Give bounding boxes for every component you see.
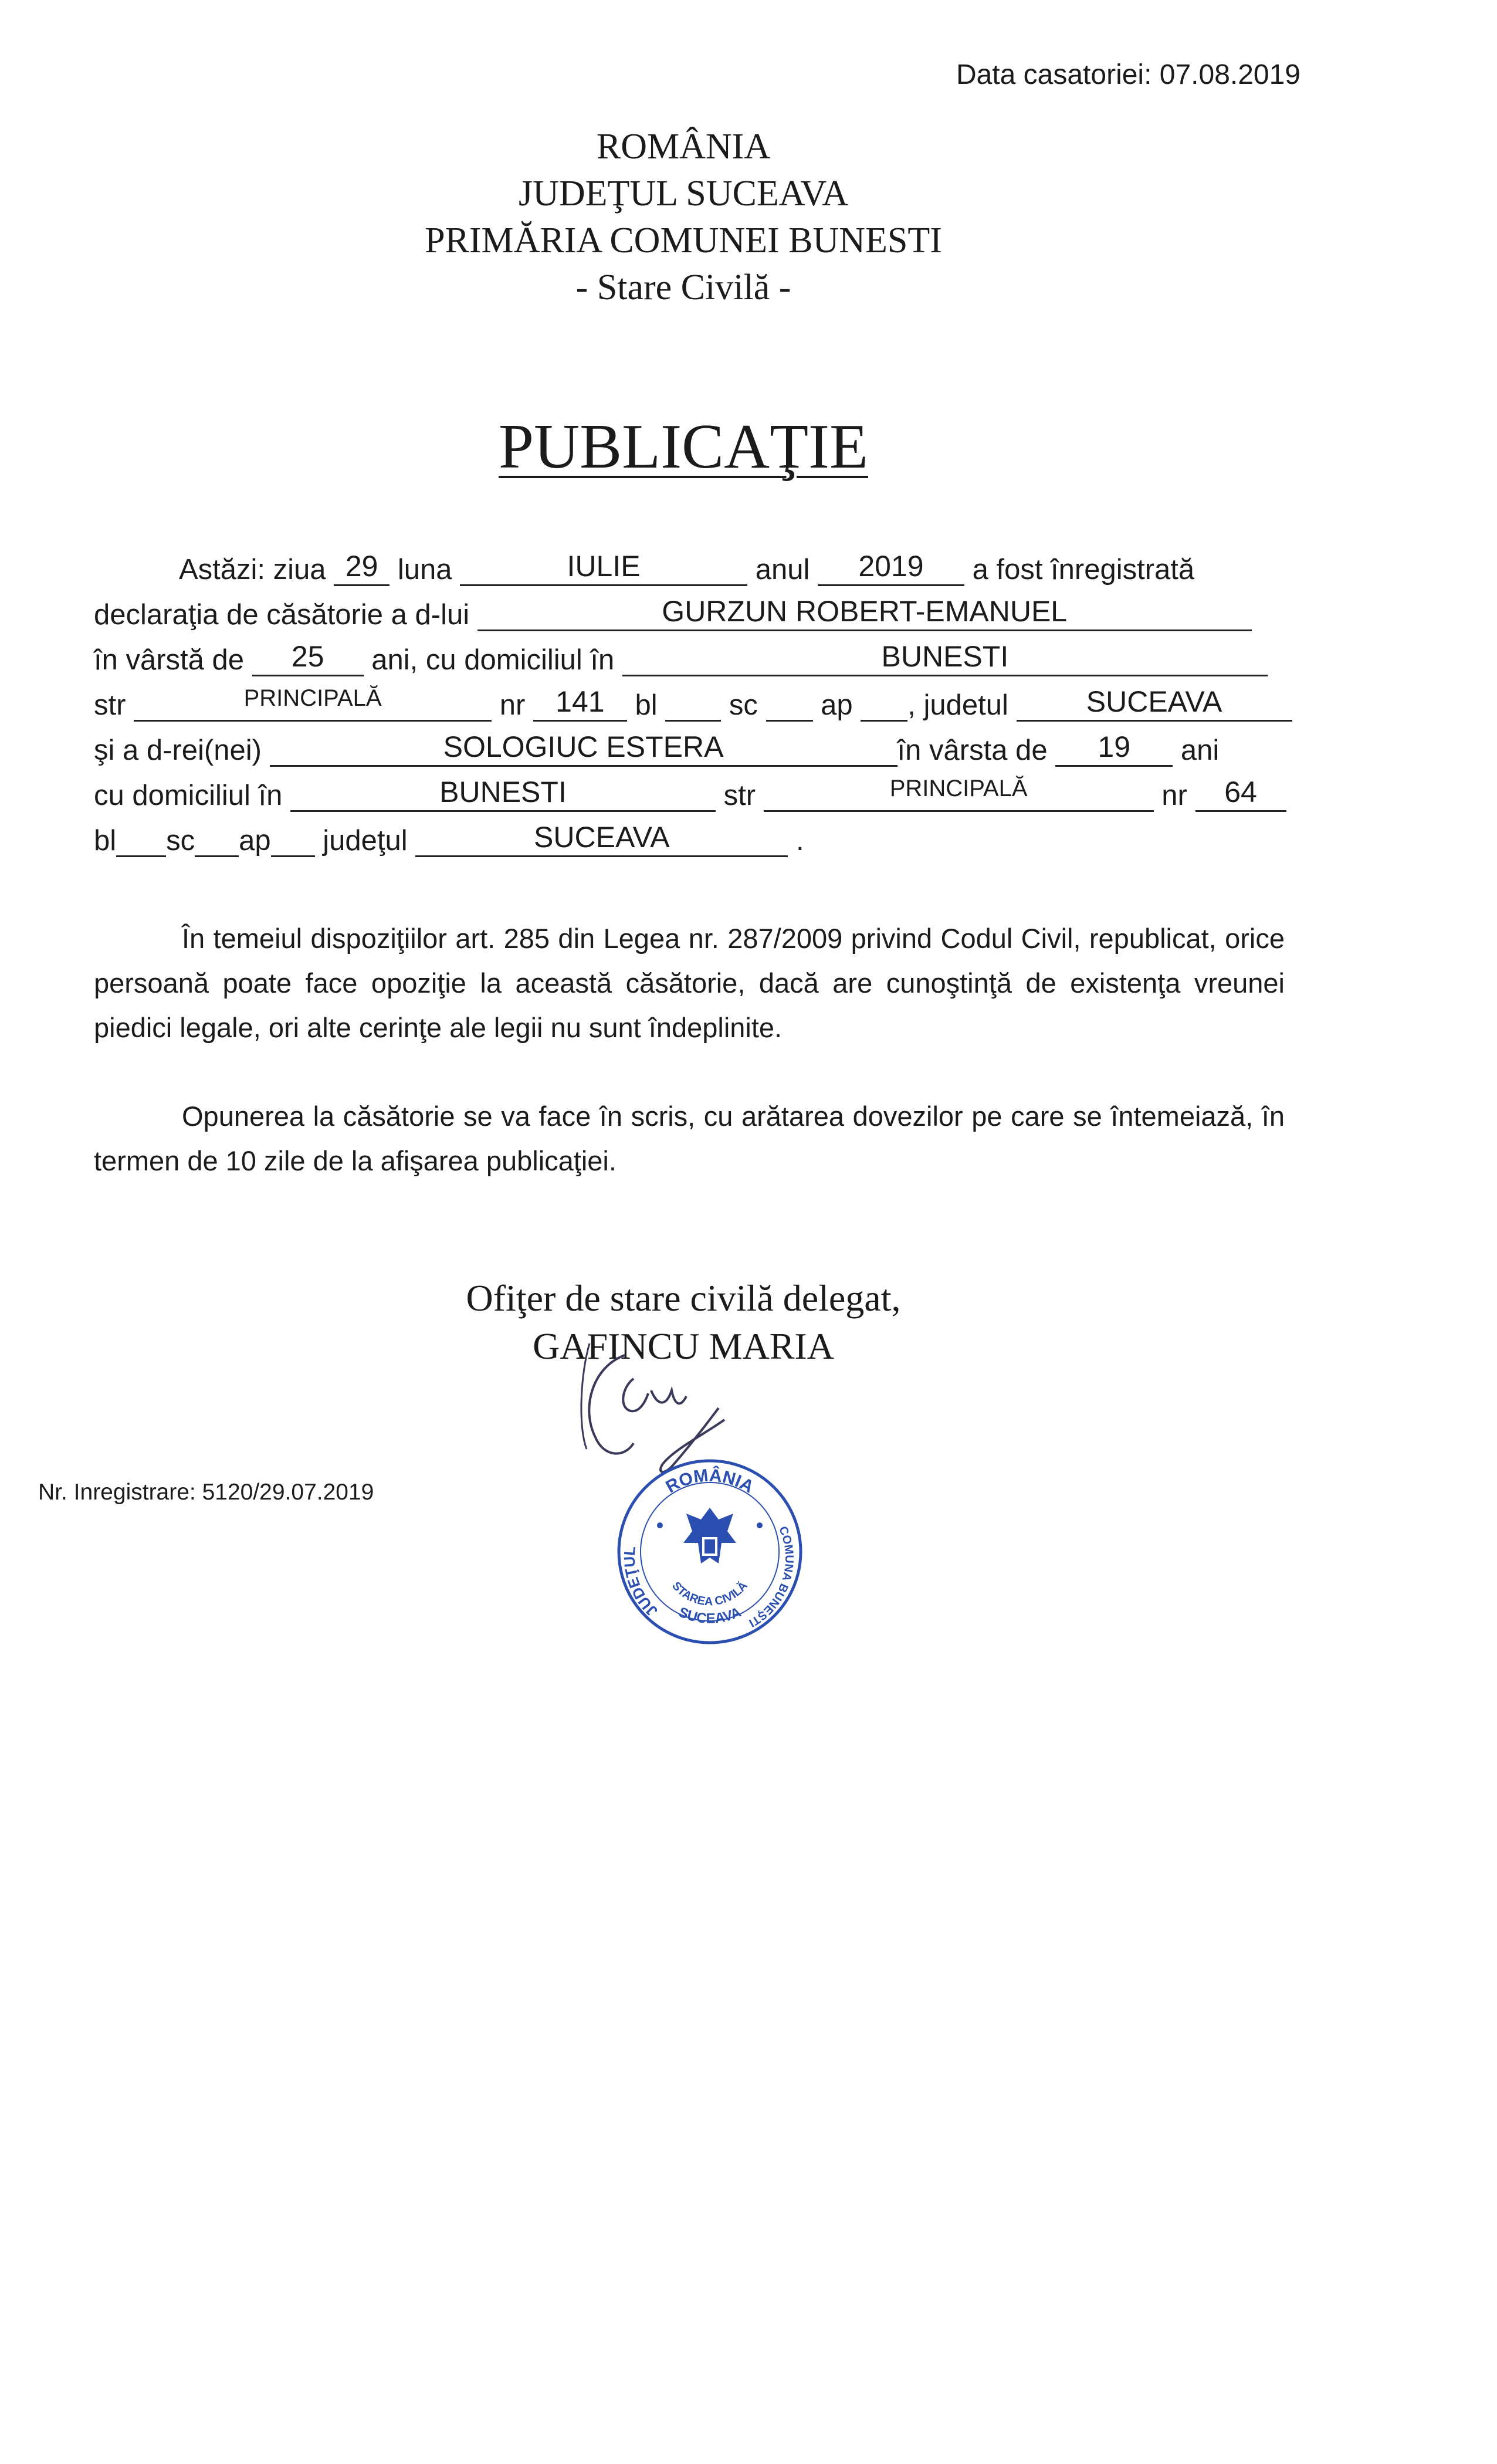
form-line-7 <box>94 823 804 857</box>
header-country: ROMÂNIA <box>596 127 771 167</box>
label-groom-age: în vârstă de <box>94 644 245 676</box>
officer-title: Ofiţer de stare civilă delegat, <box>466 1277 901 1319</box>
field-bride-block <box>116 823 166 857</box>
label-bride-domicile: cu domiciliul în <box>94 780 283 811</box>
field-groom-number: 141 <box>533 687 627 722</box>
svg-text:ROMÂNIA: ROMÂNIA <box>662 1465 757 1497</box>
field-bride-name: SOLOGIUC ESTERA <box>270 732 897 767</box>
label-bride-street: str <box>723 780 756 811</box>
label-bride-number: nr <box>1161 780 1187 811</box>
field-year: 2019 <box>818 551 964 586</box>
field-groom-name: GURZUN ROBERT-EMANUEL <box>477 597 1252 631</box>
field-bride-street: PRINCIPALĂ <box>764 777 1154 812</box>
field-groom-staircase <box>766 687 813 722</box>
label-bride: şi a d-rei(nei) <box>94 735 262 766</box>
legal-paragraph-2: Opunerea la căsătorie se va face în scris, cu arătarea dovezilor pe care se întemeiază, în termen de 10 zile de la afişarea publicaţiei. <box>94 1101 1285 1176</box>
form-line-6 <box>94 777 1286 812</box>
registration-number: Nr. Inregistrare: 5120/29.07.2019 <box>38 1480 374 1505</box>
officer-name: GAFINCU MARIA <box>533 1325 834 1367</box>
label-street: str <box>94 689 126 721</box>
label-apartment: ap <box>821 689 853 721</box>
label-year: anul <box>755 554 810 585</box>
label-number: nr <box>499 689 526 721</box>
label-bride-block: bl <box>94 825 117 857</box>
form-line-2 <box>94 597 1252 631</box>
field-groom-apartment <box>861 687 907 722</box>
label-block: bl <box>635 689 658 721</box>
svg-text:COMUNA BUNEŞTI: COMUNA BUNEŞTI <box>746 1524 796 1630</box>
header-town-hall: PRIMĂRIA COMUNEI BUNESTI <box>425 221 942 260</box>
label-bride-age: în vârsta de <box>897 735 1048 766</box>
field-groom-locality: BUNESTI <box>622 642 1268 676</box>
field-day: 29 <box>334 551 390 586</box>
marriage-date: Data casatoriei: 07.08.2019 <box>956 59 1300 90</box>
field-bride-number: 64 <box>1195 777 1286 812</box>
field-groom-age: 25 <box>252 642 364 676</box>
form-line-1 <box>179 551 1194 586</box>
label-years: ani <box>1180 735 1220 766</box>
form-line-4 <box>94 687 1292 722</box>
field-groom-block <box>665 687 721 722</box>
field-bride-apartment <box>271 823 315 857</box>
label-groom-domicile: ani, cu domiciliul în <box>371 644 615 676</box>
official-stamp-icon <box>613 1455 807 1649</box>
label-county: , judetul <box>907 689 1008 721</box>
field-bride-county: SUCEAVA <box>415 823 788 857</box>
field-bride-staircase <box>195 823 239 857</box>
field-bride-locality: BUNESTI <box>290 777 716 812</box>
label-bride-staircase: sc <box>166 825 195 857</box>
form-line-5 <box>94 732 1219 767</box>
label-staircase: sc <box>729 689 758 721</box>
svg-text:JUDEŢUL: JUDEŢUL <box>620 1545 661 1620</box>
label-bride-county: judeţul <box>323 825 408 857</box>
label-bride-apartment: ap <box>239 825 271 857</box>
label-end-period: . <box>795 825 804 857</box>
page-title: PUBLICAŢIE <box>499 412 868 482</box>
svg-text:SUCEAVA: SUCEAVA <box>676 1604 744 1627</box>
header-county: JUDEŢUL SUCEAVA <box>518 174 849 214</box>
field-bride-age: 19 <box>1055 732 1173 767</box>
label-month: luna <box>397 554 452 585</box>
field-month: IULIE <box>460 551 747 586</box>
legal-paragraph-1: În temeiul dispoziţiilor art. 285 din Legea nr. 287/2009 privind Codul Civil, republicat, orice persoană poate face opoziţie la această căsătorie, dacă are cunoştinţă de existenţa vreunei piedici legale, ori alte cerinţe ale legii nu sunt îndeplinite. <box>94 923 1285 1043</box>
svg-text:STAREA CIVILĂ: STAREA CIVILĂ <box>669 1579 750 1609</box>
field-groom-street: PRINCIPALĂ <box>134 687 492 722</box>
field-groom-county: SUCEAVA <box>1017 687 1292 722</box>
label-date-day: Astăzi: ziua <box>179 554 326 585</box>
label-registered: a fost înregistrată <box>972 554 1195 585</box>
form-line-3 <box>94 642 1268 676</box>
label-declaration: declaraţia de căsătorie a d-lui <box>94 599 470 631</box>
header-department: - Stare Civilă - <box>575 268 791 307</box>
